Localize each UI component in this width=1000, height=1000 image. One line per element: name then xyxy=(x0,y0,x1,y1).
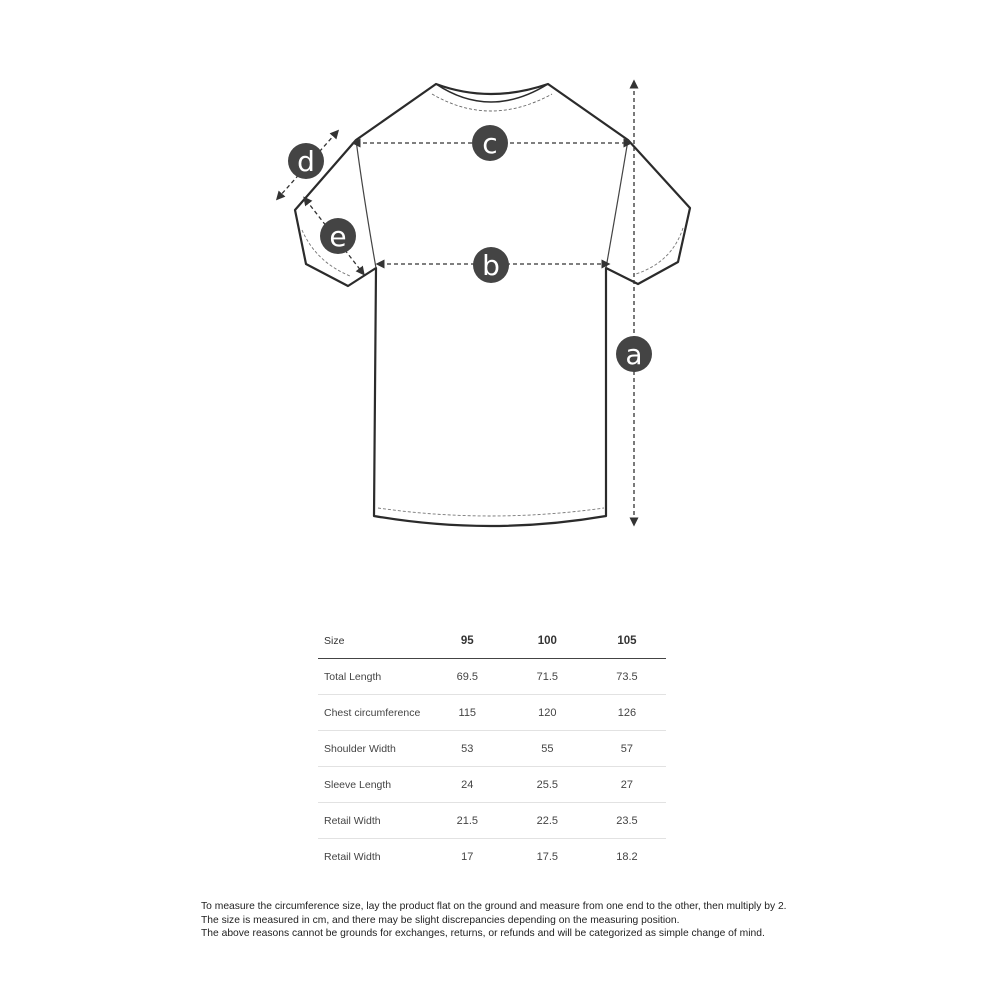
cell-value: 55 xyxy=(507,731,588,767)
svg-text:a: a xyxy=(625,338,643,371)
note-line: The above reasons cannot be grounds for exchanges, returns, or refunds and will be categorized as simple change of mind. xyxy=(201,928,765,939)
row-label: Sleeve Length xyxy=(318,767,428,803)
cell-value: 73.5 xyxy=(588,659,666,695)
cell-value: 126 xyxy=(588,695,666,731)
cell-value: 69.5 xyxy=(428,659,507,695)
note-line: To measure the circumference size, lay the product flat on the ground and measure from one end to the other, then multiply by 2. xyxy=(201,901,787,912)
size-header-row xyxy=(318,624,666,659)
table-row xyxy=(318,695,666,731)
cell-value: 18.2 xyxy=(616,850,638,863)
tshirt-right-sleeve-stitch xyxy=(636,228,683,274)
cell-value: 22.5 xyxy=(507,803,588,839)
cell-value: 24 xyxy=(428,767,507,803)
cell-value: 17.5 xyxy=(536,850,559,863)
table-row xyxy=(318,839,666,875)
note-line: The size is measured in cm, and there may be slight discrepancies depending on the measuring position. xyxy=(201,914,680,926)
svg-text:e: e xyxy=(329,220,347,253)
tshirt-right-shoulder-seam xyxy=(606,140,628,268)
svg-text:c: c xyxy=(482,127,498,160)
cell-value: 120 xyxy=(507,695,588,731)
cell-value: 115 xyxy=(428,695,507,731)
cell-value: 17 xyxy=(461,850,474,863)
svg-text:b: b xyxy=(482,249,500,282)
row-label: Chest circumference xyxy=(318,695,428,731)
row-label: Total Length xyxy=(318,659,428,695)
measurement-notes xyxy=(201,900,991,941)
cell-value: 71.5 xyxy=(507,659,588,695)
table-row xyxy=(318,731,666,767)
row-label: Retail Width xyxy=(318,803,428,839)
cell-value: 57 xyxy=(588,731,666,767)
cell-value: 25.5 xyxy=(507,767,588,803)
badge-d xyxy=(288,143,324,179)
svg-text:d: d xyxy=(297,145,315,178)
size-header-label: Size xyxy=(318,624,428,659)
cell-value: 27 xyxy=(588,767,666,803)
row-label: Shoulder Width xyxy=(318,731,428,767)
size-chart-table xyxy=(318,624,666,874)
tshirt-left-shoulder-seam xyxy=(356,140,376,268)
size-header-95: 95 xyxy=(428,624,507,659)
badge-a xyxy=(616,336,652,372)
table-row xyxy=(318,659,666,695)
table-row xyxy=(318,767,666,803)
size-header-105: 105 xyxy=(588,624,666,659)
cell-value: 23.5 xyxy=(588,803,666,839)
table-row xyxy=(318,803,666,839)
cell-value: 21.5 xyxy=(428,803,507,839)
row-label: Retail Width xyxy=(324,850,381,863)
badge-b xyxy=(473,247,509,283)
tshirt-hem-stitch xyxy=(378,508,604,516)
cell-value: 53 xyxy=(428,731,507,767)
size-header-100: 100 xyxy=(507,624,588,659)
badge-c xyxy=(472,125,508,161)
badge-e xyxy=(320,218,356,254)
